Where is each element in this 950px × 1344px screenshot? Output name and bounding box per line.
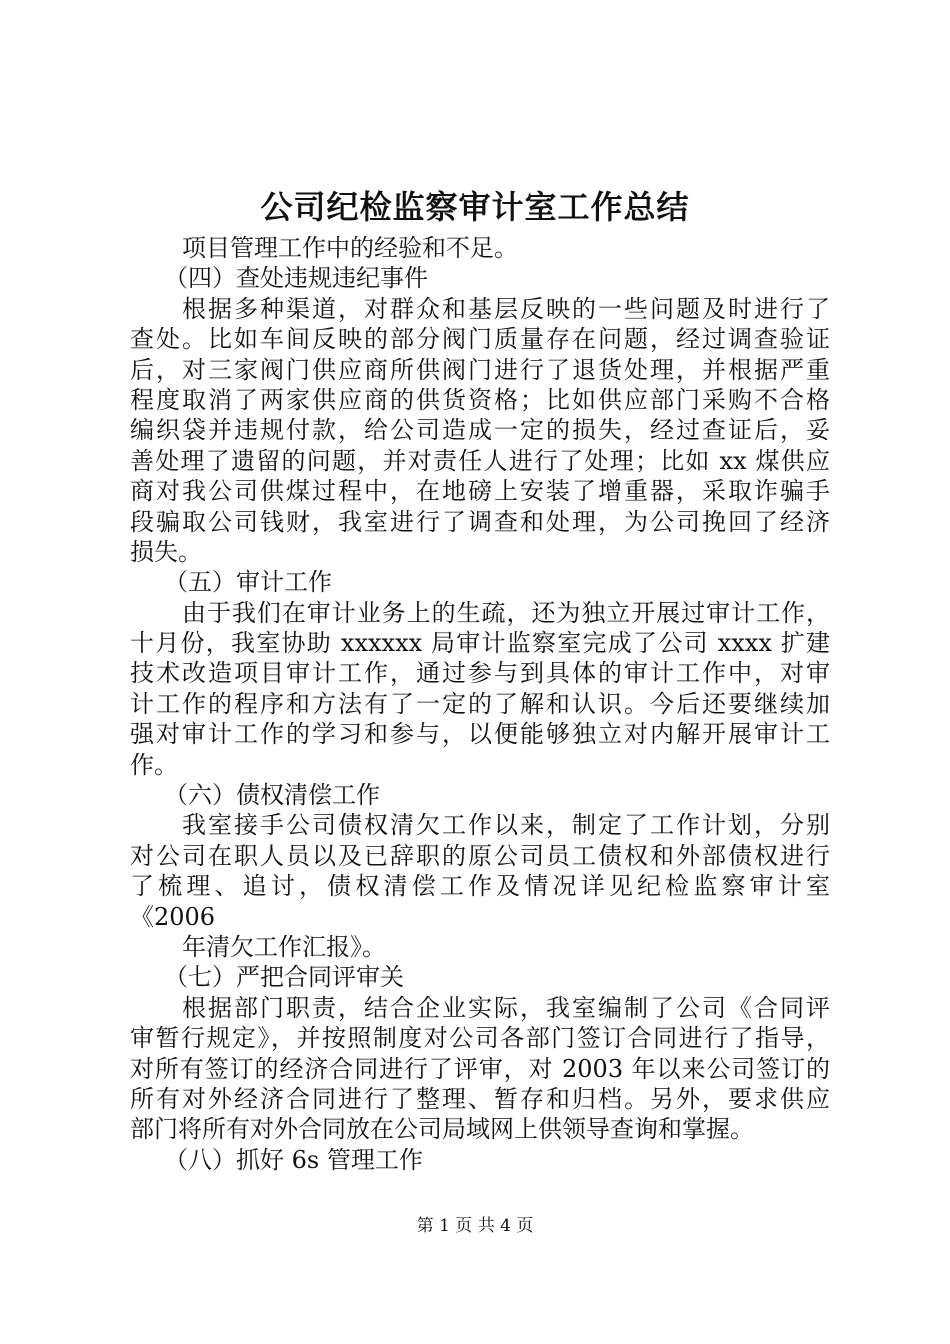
document-body xyxy=(130,233,830,1175)
section-heading: （八）抓好 6s 管理工作 xyxy=(164,1145,423,1174)
text-line: 技术改造项目审计工作，通过参与到具体的审计工作中，对审 xyxy=(130,659,830,688)
text-line: 审暂行规定》，并按照制度对公司各部门签订合同进行了指导， xyxy=(130,1024,830,1053)
text-line: 作。 xyxy=(130,750,178,779)
text-line: 对所有签订的经济合同进行了评审，对 2003 年以来公司签订的 xyxy=(130,1054,830,1083)
section-heading: （七）严把合同评审关 xyxy=(164,963,404,992)
text-line: 商对我公司供煤过程中，在地磅上安装了增重器，采取诈骗手 xyxy=(130,477,830,506)
section-heading: （六）债权清偿工作 xyxy=(164,781,380,810)
text-line: 我室接手公司债权清欠工作以来，制定了工作计划，分别 xyxy=(182,811,830,840)
text-line: 段骗取公司钱财，我室进行了调查和处理，为公司挽回了经济 xyxy=(130,507,830,536)
text-line: 项目管理工作中的经验和不足。 xyxy=(182,234,518,262)
text-line: 计工作的程序和方法有了一定的了解和认识。今后还要继续加 xyxy=(130,689,830,718)
section-heading: （四）查处违规违纪事件 xyxy=(164,264,428,293)
text-line: 对公司在职人员以及已辞职的原公司员工债权和外部债权进行 xyxy=(130,841,830,870)
text-line: 了梳理、追讨，债权清偿工作及情况详见纪检监察审计室 xyxy=(130,872,830,901)
text-line: 《2006 xyxy=(130,902,216,931)
text-line: 查处。比如车间反映的部分阀门质量存在问题，经过调查验证 xyxy=(130,325,830,354)
text-line: 强对审计工作的学习和参与，以便能够独立对内解开展审计工 xyxy=(130,720,830,749)
text-line: 后，对三家阀门供应商所供阀门进行了退货处理，并根据严重 xyxy=(130,355,830,384)
text-line: 编织袋并违规付款，给公司造成一定的损失，经过查证后，妥 xyxy=(130,416,830,445)
text-line: 十月份，我室协助 xxxxxx 局审计监察室完成了公司 xxxx 扩建 xyxy=(130,629,830,658)
text-line: 由于我们在审计业务上的生疏，还为独立开展过审计工作， xyxy=(182,598,830,627)
page-footer: 第 1 页 共 4 页 xyxy=(416,1216,534,1236)
text-line: 根据部门职责，结合企业实际，我室编制了公司《合同评 xyxy=(182,993,830,1022)
text-line: 根据多种渠道，对群众和基层反映的一些问题及时进行了 xyxy=(182,294,830,323)
text-line: 所有对外经济合同进行了整理、暂存和归档。另外，要求供应 xyxy=(130,1084,830,1113)
text-line: 部门将所有对外合同放在公司局域网上供领导查询和掌握。 xyxy=(130,1115,754,1144)
text-line: 损失。 xyxy=(130,537,202,566)
section-heading: （五）审计工作 xyxy=(164,568,332,597)
text-line: 善处理了遗留的问题，并对责任人进行了处理；比如 xx 煤供应 xyxy=(130,446,830,475)
text-line: 程度取消了两家供应商的供货资格；比如供应部门采购不合格 xyxy=(130,385,830,414)
document-title: 公司纪检监察审计室工作总结 xyxy=(260,188,690,226)
text-line: 年清欠工作汇报》。 xyxy=(182,932,386,961)
